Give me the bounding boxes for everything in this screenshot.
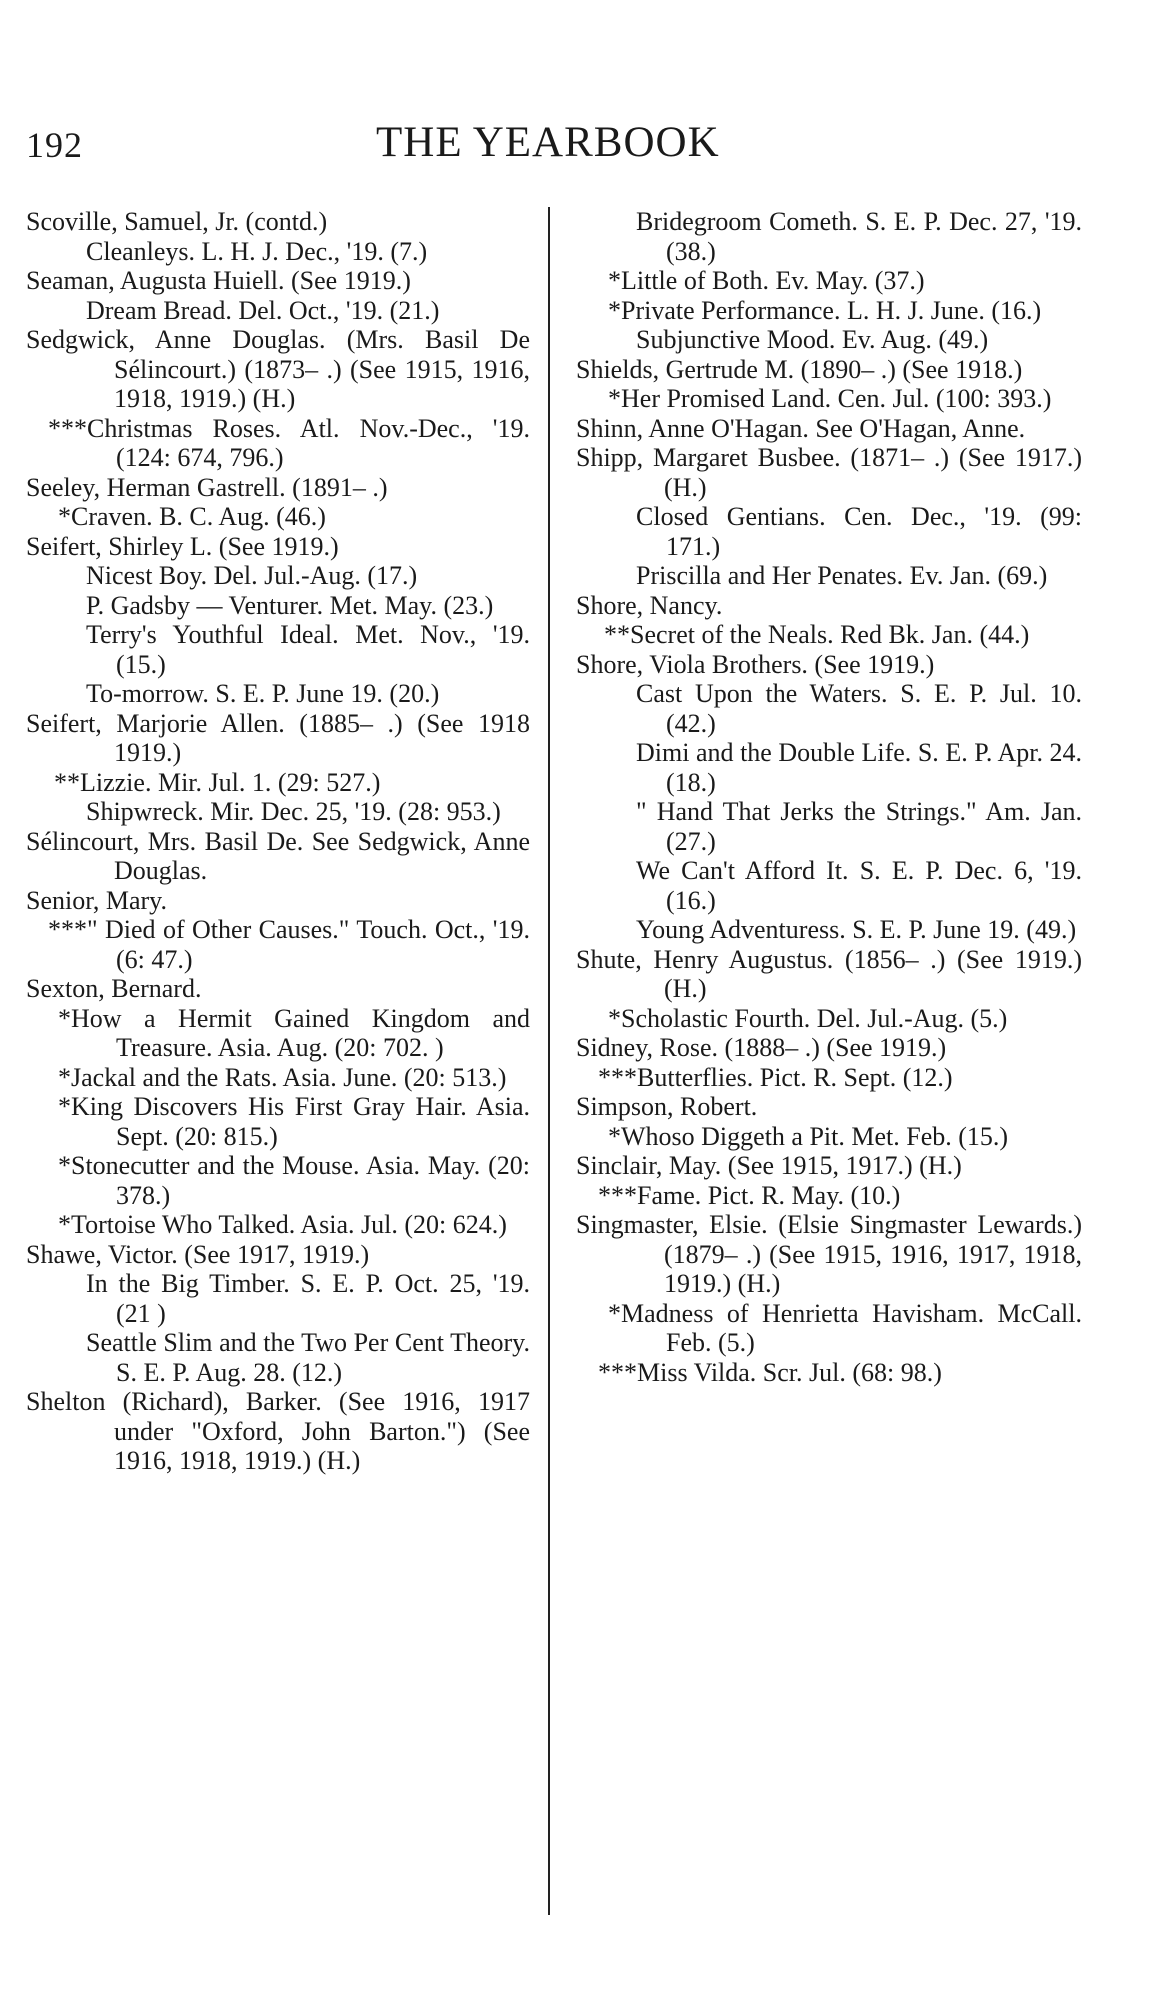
author-entry: Scoville, Samuel, Jr. (contd.) xyxy=(26,207,328,236)
story-entry: P. Gadsby — Venturer. Met. May. (23.) xyxy=(86,590,494,620)
author-entry: Seeley, Herman Gastrell. (1891– .) xyxy=(26,472,388,502)
story-entry: Seattle Slim and the Two Per Cent Theory. S. E. P. Aug. 28. (12.) xyxy=(86,1328,530,1387)
story-entry: Dream Bread. Del. Oct., '19. (21.) xyxy=(86,295,440,325)
author-entry: Shelton (Richard), Barker. (See 1916, 1917 under "Oxford, John Barton.") (See 1916, 1918, 1919.) (H.) xyxy=(26,1387,530,1475)
story-entry: Priscilla and Her Penates. Ev. Jan. (69.) xyxy=(636,561,1048,590)
story-entry: *Stonecutter and the Mouse. Asia. May. (20: 378.) xyxy=(58,1151,530,1210)
story-entry: Subjunctive Mood. Ev. Aug. (49.) xyxy=(636,325,989,354)
story-entry: *Private Performance. L. H. J. June. (16.) xyxy=(608,295,1042,325)
author-entry: Shute, Henry Augustus. (1856– .) (See 1919.) (H.) xyxy=(576,944,1082,1003)
author-entry: Sidney, Rose. (1888– .) (See 1919.) xyxy=(576,1033,947,1062)
story-entry: ***Miss Vilda. Scr. Jul. (68: 98.) xyxy=(598,1357,942,1387)
story-entry: *Scholastic Fourth. Del. Jul.-Aug. (5.) xyxy=(608,1003,1008,1033)
story-entry: *Madness of Henrietta Havisham. McCall. Feb. (5.) xyxy=(608,1298,1082,1357)
story-entry: *King Discovers His First Gray Hair. Asia. Sept. (20: 815.) xyxy=(58,1092,530,1151)
author-entry: Shipp, Margaret Busbee. (1871– .) (See 1917.) (H.) xyxy=(576,443,1082,502)
author-entry: Shields, Gertrude M. (1890– .) (See 1918.) xyxy=(576,354,1023,384)
running-head: THE YEARBOOK xyxy=(376,119,720,166)
author-entry: Sinclair, May. (See 1915, 1917.) (H.) xyxy=(576,1151,962,1180)
story-entry: In the Big Timber. S. E. P. Oct. 25, '19. (21 ) xyxy=(86,1269,530,1328)
author-entry: Shinn, Anne O'Hagan. See O'Hagan, Anne. xyxy=(576,413,1026,443)
story-entry: ***Butterflies. Pict. R. Sept. (12.) xyxy=(598,1062,953,1092)
story-entry: Bridegroom Cometh. S. E. P. Dec. 27, '19. (38.) xyxy=(636,207,1082,266)
story-entry: Terry's Youthful Ideal. Met. Nov., '19. (15.) xyxy=(86,620,530,679)
author-entry: Seaman, Augusta Huiell. (See 1919.) xyxy=(26,266,411,295)
author-entry: Seifert, Shirley L. (See 1919.) xyxy=(26,531,339,561)
story-entry: *Craven. B. C. Aug. (46.) xyxy=(58,502,326,531)
story-entry: **Secret of the Neals. Red Bk. Jan. (44.) xyxy=(604,620,1030,649)
author-entry: Sedgwick, Anne Douglas. (Mrs. Basil De Sélincourt.) (1873– .) (See 1915, 1916, 1918, 1919.) (H.) xyxy=(26,325,530,413)
story-entry: ***" Died of Other Causes." Touch. Oct., '19. (6: 47.) xyxy=(48,915,530,974)
right-column xyxy=(576,207,1082,1387)
story-entry: We Can't Afford It. S. E. P. Dec. 6, '19. (16.) xyxy=(636,856,1082,915)
story-entry: Closed Gentians. Cen. Dec., '19. (99: 171.) xyxy=(636,502,1082,561)
author-entry: Shawe, Victor. (See 1917, 1919.) xyxy=(26,1239,370,1269)
story-entry: **Lizzie. Mir. Jul. 1. (29: 527.) xyxy=(54,767,381,797)
story-entry: Cleanleys. L. H. J. Dec., '19. (7.) xyxy=(86,236,428,266)
author-entry: Shore, Nancy. xyxy=(576,590,723,620)
left-column xyxy=(26,207,530,1476)
author-entry: Sexton, Bernard. xyxy=(26,974,202,1003)
author-entry: Shore, Viola Brothers. (See 1919.) xyxy=(576,649,935,679)
story-entry: *Tortoise Who Talked. Asia. Jul. (20: 624.) xyxy=(58,1210,507,1239)
author-entry: Senior, Mary. xyxy=(26,885,167,915)
author-entry: Sélincourt, Mrs. Basil De. See Sedgwick, Anne Douglas. xyxy=(26,826,530,885)
author-entry: Seifert, Marjorie Allen. (1885– .) (See 1918 1919.) xyxy=(26,708,530,767)
page-header xyxy=(26,118,1106,174)
story-entry: ***Fame. Pict. R. May. (10.) xyxy=(598,1180,901,1210)
story-entry: Shipwreck. Mir. Dec. 25, '19. (28: 953.) xyxy=(86,797,501,826)
column-divider xyxy=(548,207,550,1915)
story-entry: *Little of Both. Ev. May. (37.) xyxy=(608,266,925,295)
story-entry: *Her Promised Land. Cen. Jul. (100: 393.) xyxy=(608,384,1052,413)
author-entry: Singmaster, Elsie. (Elsie Singmaster Lewards.) (1879– .) (See 1915, 1916, 1917, 1918, 1919.) (H.) xyxy=(576,1210,1082,1298)
story-entry: " Hand That Jerks the Strings." Am. Jan. (27.) xyxy=(636,797,1082,856)
page-number: 192 xyxy=(26,125,83,165)
story-entry: Dimi and the Double Life. S. E. P. Apr. 24. (18.) xyxy=(636,738,1082,797)
story-entry: Cast Upon the Waters. S. E. P. Jul. 10. (42.) xyxy=(636,679,1082,738)
author-entry: Simpson, Robert. xyxy=(576,1092,758,1121)
story-entry: Nicest Boy. Del. Jul.-Aug. (17.) xyxy=(86,561,418,590)
story-entry: *How a Hermit Gained Kingdom and Treasure. Asia. Aug. (20: 702. ) xyxy=(58,1003,530,1062)
story-entry: To-morrow. S. E. P. June 19. (20.) xyxy=(86,679,440,708)
story-entry: ***Christmas Roses. Atl. Nov.-Dec., '19. (124: 674, 796.) xyxy=(48,413,530,472)
story-entry: *Whoso Diggeth a Pit. Met. Feb. (15.) xyxy=(608,1121,1009,1151)
story-entry: Young Adventuress. S. E. P. June 19. (49.) xyxy=(636,915,1077,944)
story-entry: *Jackal and the Rats. Asia. June. (20: 513.) xyxy=(58,1062,507,1092)
